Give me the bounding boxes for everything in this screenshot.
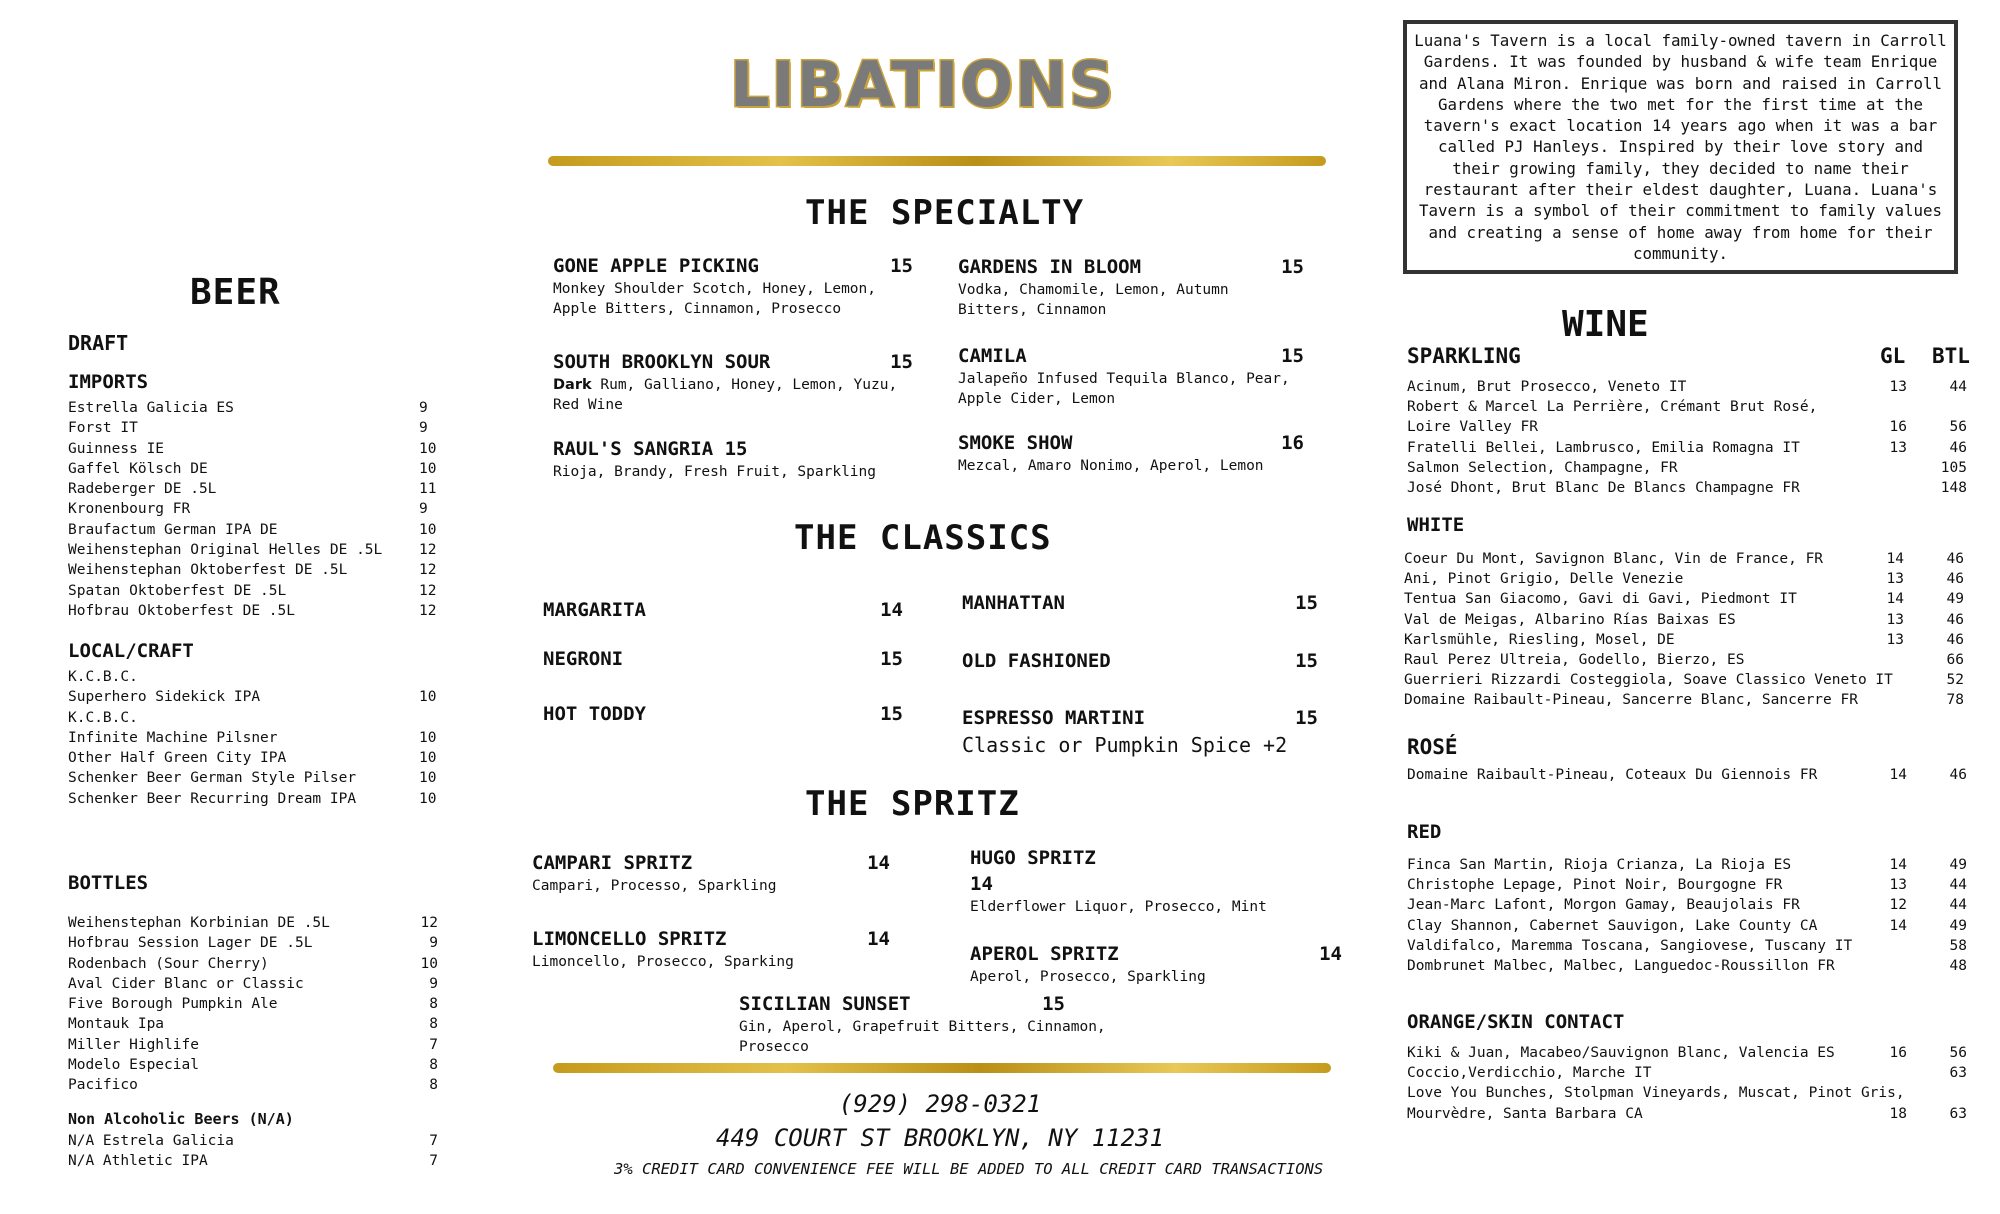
phone-number: (929) 298-0321: [838, 1090, 1042, 1118]
beer-price: 8: [429, 1057, 438, 1074]
drink-desc-bold: Dark: [553, 377, 592, 393]
beer-item: [68, 499, 459, 519]
beer-name: Infinite Machine Pilsner: [68, 729, 278, 746]
wine-name: Christophe Lepage, Pinot Noir, Bourgogne FR: [1407, 877, 1783, 894]
beer-item: [68, 1014, 438, 1034]
wine-bottle-price: 56: [1949, 419, 1967, 436]
beer-item: [68, 728, 459, 748]
beer-item: [68, 439, 459, 459]
wine-name: Fratelli Bellei, Lambrusco, Emilia Romagna IT: [1407, 439, 1800, 456]
wine-name: Guerrieri Rizzardi Costeggiola, Soave Classico Veneto IT: [1404, 672, 1893, 689]
drink-price: 16: [1281, 432, 1304, 454]
drink-price: 14: [880, 599, 903, 621]
wine-item: [1407, 1083, 1967, 1103]
beer-name: Schenker Beer German Style Pilser: [68, 770, 357, 787]
drink-price: 15: [1295, 707, 1318, 729]
beer-name: K.C.B.C.: [68, 709, 138, 726]
bottles-label: BOTTLES: [68, 872, 149, 894]
drink-desc: Aperol, Prosecco, Sparkling: [970, 969, 1206, 985]
drink-desc: Monkey Shoulder Scotch, Honey, Lemon, Apple Bitters, Cinnamon, Prosecco: [553, 281, 877, 317]
wine-name: Clay Shannon, Cabernet Sauvigon, Lake County CA: [1407, 917, 1818, 934]
wine-name: Dombrunet Malbec, Malbec, Languedoc-Roussillon FR: [1407, 958, 1835, 975]
beer-price: 8: [429, 996, 438, 1013]
beer-item: [68, 398, 459, 418]
beer-item: [68, 479, 459, 499]
wine-bottle-price: 46: [1949, 439, 1967, 456]
wine-glass-price: 14: [1889, 917, 1907, 934]
beer-item: [68, 1035, 438, 1055]
beer-price: [419, 708, 459, 728]
drink-price: 15: [1042, 993, 1065, 1015]
wine-bottle-price: 46: [1946, 631, 1964, 648]
wine-bottle-price: 49: [1949, 917, 1967, 934]
beer-name: Hofbrau Oktoberfest DE .5L: [68, 602, 295, 619]
wine-bottle-price: 46: [1949, 767, 1967, 783]
drink-name: MANHATTAN: [962, 592, 1065, 614]
about-box: [1403, 20, 1958, 274]
wine-bottle-price: 49: [1949, 857, 1967, 873]
red-label: RED: [1407, 821, 1442, 843]
wine-bottle-price: [1907, 1083, 1967, 1103]
wine-item: [1404, 690, 1964, 710]
drink-price: 15: [1295, 592, 1318, 614]
wine-glass-price: [1874, 650, 1904, 670]
drink-desc: Rum, Galliano, Honey, Lemon, Yuzu, Red Wine: [553, 377, 898, 413]
beer-name: Estrella Galicia ES: [68, 400, 234, 416]
drink-desc: Vodka, Chamomile, Lemon, Autumn Bitters, Cinnamon: [958, 282, 1229, 318]
wine-glass-price: 13: [1886, 571, 1904, 588]
bottles-list: [68, 913, 438, 1096]
drink-name: GARDENS IN BLOOM: [958, 256, 1142, 278]
beer-price: 10: [419, 729, 437, 746]
wine-item: [1404, 650, 1964, 670]
beer-name: Miller Highlife: [68, 1036, 199, 1053]
beer-item: [68, 789, 459, 809]
beer-item: [68, 974, 438, 994]
gold-divider-top: [548, 156, 1326, 166]
beer-price: 7: [429, 1036, 438, 1053]
beer-item: [68, 418, 459, 438]
wine-item: [1407, 397, 1967, 417]
beer-item: [68, 459, 459, 479]
wine-name: José Dhont, Brut Blanc De Blancs Champagne FR: [1407, 480, 1800, 497]
beer-price: 10: [419, 689, 437, 706]
beer-item: [68, 1151, 438, 1171]
drink-desc: Mezcal, Amaro Nonimo, Aperol, Lemon: [958, 458, 1264, 474]
beer-item: [68, 667, 459, 687]
beer-name: Gaffel Kölsch DE: [68, 460, 208, 477]
wine-name: Robert & Marcel La Perrière, Crémant Brut Rosé,: [1407, 399, 1818, 416]
wine-glass-price: 14: [1886, 551, 1904, 567]
beer-price: 7: [429, 1133, 438, 1149]
drink-smoke-show: [958, 430, 1304, 476]
wine-name: Jean-Marc Lafont, Morgon Gamay, Beaujolais FR: [1407, 897, 1800, 914]
drink-desc: Elderflower Liquor, Prosecco, Mint: [970, 899, 1267, 915]
local-label: LOCAL/CRAFT: [68, 640, 194, 662]
wine-item: [1404, 589, 1964, 609]
wine-name: Love You Bunches, Stolpman Vineyards, Muscat, Pinot Gris,: [1407, 1085, 1905, 1102]
wine-bottle-price: 52: [1946, 672, 1964, 689]
wine-item: [1407, 895, 1967, 915]
beer-item: [68, 768, 459, 788]
beer-price: 8: [429, 1016, 438, 1033]
orange-label: ORANGE/SKIN CONTACT: [1407, 1011, 1625, 1033]
drink-desc: Limoncello, Prosecco, Sparking: [532, 954, 794, 970]
wine-bottle-price: 148: [1940, 480, 1967, 497]
wine-bottle-price: 78: [1946, 692, 1964, 709]
drink-manhattan: [962, 590, 1318, 616]
beer-name: Hofbrau Session Lager DE .5L: [68, 935, 313, 952]
beer-price: 10: [420, 955, 438, 972]
drink-name: OLD FASHIONED: [962, 650, 1111, 672]
wine-name: Coeur Du Mont, Savignon Blanc, Vin de France, FR: [1404, 551, 1824, 567]
beer-name: Weihenstephan Oktoberfest DE .5L: [68, 562, 348, 579]
wine-glass-price: [1877, 956, 1907, 976]
drink-aperol-spritz: [970, 941, 1342, 987]
beer-price: 10: [419, 750, 437, 767]
drink-name: ESPRESSO MARTINI: [962, 707, 1146, 729]
wine-bottle-price: 49: [1946, 591, 1964, 608]
beer-item: [68, 687, 459, 707]
wine-item: [1407, 1063, 1967, 1083]
rose-list: [1407, 765, 1967, 785]
wine-bottle-price: 44: [1949, 877, 1967, 894]
draft-label: DRAFT: [68, 331, 129, 355]
wine-name: Domaine Raibault-Pineau, Sancerre Blanc, Sancerre FR: [1404, 692, 1858, 709]
orange-list: [1407, 1043, 1967, 1124]
wine-name: Coccio,Verdicchio, Marche IT: [1407, 1065, 1652, 1082]
beer-item: [68, 540, 459, 560]
drink-price: 15: [1295, 650, 1318, 672]
beer-price: 12: [419, 542, 437, 559]
drink-price: 14: [867, 928, 890, 950]
local-list: [68, 667, 459, 809]
wine-glass-price: 14: [1889, 857, 1907, 873]
white-list: [1404, 549, 1964, 711]
wine-bottle-price: [1907, 397, 1967, 417]
wine-bottle-price: 58: [1949, 937, 1967, 954]
wine-item: [1407, 1043, 1967, 1063]
beer-price: 12: [419, 562, 437, 579]
beer-name: Montauk Ipa: [68, 1016, 165, 1033]
wine-item: [1407, 936, 1967, 956]
wine-title: WINE: [1562, 304, 1649, 345]
drink-margarita: [543, 597, 903, 623]
beer-name: Weihenstephan Korbinian DE .5L: [68, 915, 330, 931]
beer-price: 7: [429, 1153, 438, 1170]
drink-hugo-spritz: [970, 845, 1310, 917]
sparkling-list: [1407, 377, 1967, 498]
drink-gone-apple-picking: [553, 253, 913, 319]
wine-glass-price: [1877, 936, 1907, 956]
beer-price: 9: [429, 975, 438, 992]
wine-glass-price: [1877, 1083, 1907, 1103]
wine-glass-price: 14: [1889, 767, 1907, 783]
beer-price: 12: [420, 915, 438, 931]
drink-name: CAMILA: [958, 345, 1027, 367]
na-list: [68, 1131, 438, 1172]
wine-name: Loire Valley FR: [1407, 419, 1538, 436]
specialty-title: THE SPECIALTY: [805, 193, 1085, 233]
beer-item: [68, 1055, 438, 1075]
libations-title: LIBATIONS: [730, 48, 1116, 121]
drink-gardens-in-bloom: [958, 254, 1304, 320]
wine-glass-price: [1877, 478, 1907, 498]
beer-price: 9: [419, 400, 428, 416]
beer-item: [68, 581, 459, 601]
beer-name: Braufactum German IPA DE: [68, 521, 278, 538]
wine-name: Finca San Martin, Rioja Crianza, La Rioja ES: [1407, 857, 1792, 873]
beer-item: [68, 601, 459, 621]
wine-item: [1404, 670, 1964, 690]
wine-name: Domaine Raibault-Pineau, Coteaux Du Giennois FR: [1407, 767, 1818, 783]
wine-item: [1407, 1104, 1967, 1124]
wine-item: [1407, 438, 1967, 458]
wine-item: [1407, 377, 1967, 397]
address: 449 COURT ST BROOKLYN, NY 11231: [716, 1124, 1164, 1152]
drink-espresso-martini: [962, 705, 1318, 759]
beer-price: 9: [429, 935, 438, 952]
gold-divider-bottom: [553, 1063, 1331, 1073]
imports-list: [68, 398, 459, 621]
wine-name: Kiki & Juan, Macabeo/Sauvignon Blanc, Valencia ES: [1407, 1045, 1835, 1061]
beer-price: 10: [419, 770, 437, 787]
drink-name: RAUL'S SANGRIA 15: [553, 438, 748, 460]
drink-name: MARGARITA: [543, 599, 646, 621]
drink-desc: Jalapeño Infused Tequila Blanco, Pear, Apple Cider, Lemon: [958, 371, 1290, 407]
drink-name: GONE APPLE PICKING: [553, 255, 759, 277]
beer-price: 12: [419, 602, 437, 619]
wine-glass-price: 18: [1889, 1105, 1907, 1122]
col-gl-label: GL: [1880, 344, 1906, 368]
beer-price: 10: [419, 440, 437, 457]
beer-name: Kronenbourg FR: [68, 501, 191, 518]
wine-name: Val de Meigas, Albarino Rías Baixas ES: [1404, 611, 1736, 628]
drink-price: 15: [1281, 345, 1304, 367]
wine-item: [1407, 417, 1967, 437]
wine-item: [1407, 855, 1967, 875]
beer-name: Five Borough Pumpkin Ale: [68, 996, 278, 1013]
beer-price: 10: [419, 521, 437, 538]
wine-item: [1407, 956, 1967, 976]
beer-name: K.C.B.C.: [68, 669, 138, 685]
wine-name: Raul Perez Ultreia, Godello, Bierzo, ES: [1404, 652, 1745, 669]
wine-item: [1404, 610, 1964, 630]
sparkling-label: SPARKLING: [1407, 344, 1521, 368]
beer-name: Radeberger DE .5L: [68, 481, 217, 498]
wine-bottle-price: 56: [1949, 1045, 1967, 1061]
beer-name: Pacifico: [68, 1077, 138, 1094]
wine-glass-price: [1877, 1063, 1907, 1083]
drink-name: SOUTH BROOKLYN SOUR: [553, 351, 771, 373]
beer-name: Superhero Sidekick IPA: [68, 689, 261, 706]
drink-name: HOT TODDY: [543, 703, 646, 725]
wine-name: Valdifalco, Maremma Toscana, Sangiovese, Tuscany IT: [1407, 937, 1853, 954]
beer-price: 8: [429, 1077, 438, 1094]
drink-desc: Campari, Processo, Sparkling: [532, 878, 777, 894]
beer-name: Schenker Beer Recurring Dream IPA: [68, 790, 357, 807]
wine-glass-price: 13: [1889, 379, 1907, 395]
beer-item: [68, 748, 459, 768]
wine-name: Salmon Selection, Champagne, FR: [1407, 459, 1678, 476]
wine-glass-price: 13: [1889, 877, 1907, 894]
white-label: WHITE: [1407, 514, 1465, 536]
wine-glass-price: [1874, 670, 1904, 690]
drink-price: 14: [970, 873, 993, 895]
beer-price: 10: [419, 460, 437, 477]
beer-item: [68, 708, 459, 728]
beer-price: 9: [419, 501, 428, 518]
drink-price: 15: [1281, 256, 1304, 278]
spritz-title: THE SPRITZ: [805, 784, 1020, 824]
classics-title: THE CLASSICS: [794, 518, 1052, 558]
beer-item: [68, 994, 438, 1014]
drink-rauls-sangria: [553, 436, 913, 482]
wine-bottle-price: 44: [1949, 379, 1967, 395]
wine-name: Tentua San Giacomo, Gavi di Gavi, Piedmont IT: [1404, 591, 1797, 608]
wine-glass-price: 14: [1886, 591, 1904, 608]
wine-glass-price: 16: [1889, 1045, 1907, 1061]
drink-limoncello-spritz: [532, 926, 890, 972]
drink-campari-spritz: [532, 850, 890, 896]
beer-name: Other Half Green City IPA: [68, 750, 287, 767]
drink-negroni: [543, 646, 903, 672]
wine-bottle-price: 66: [1946, 652, 1964, 669]
drink-south-brooklyn-sour: [553, 349, 913, 415]
drink-name: NEGRONI: [543, 648, 624, 670]
beer-name: Modelo Especial: [68, 1057, 199, 1074]
wine-item: [1407, 765, 1967, 785]
wine-bottle-price: 44: [1949, 897, 1967, 914]
beer-item: [68, 913, 438, 933]
wine-bottle-price: 105: [1940, 459, 1967, 476]
rose-label: ROSÉ: [1407, 735, 1458, 759]
wine-name: Karlsmühle, Riesling, Mosel, DE: [1404, 631, 1675, 648]
wine-glass-price: 16: [1889, 419, 1907, 436]
beer-name: N/A Estrela Galicia: [68, 1133, 234, 1149]
beer-price: 10: [419, 790, 437, 807]
drink-price: 15: [880, 648, 903, 670]
beer-name: Guinness IE: [68, 440, 165, 457]
beer-item: [68, 560, 459, 580]
wine-item: [1404, 549, 1964, 569]
beer-name: N/A Athletic IPA: [68, 1153, 208, 1170]
wine-item: [1404, 569, 1964, 589]
wine-item: [1407, 875, 1967, 895]
beer-name: Aval Cider Blanc or Classic: [68, 975, 304, 992]
beer-item: [68, 1131, 438, 1151]
drink-desc: Rioja, Brandy, Fresh Fruit, Sparkling: [553, 464, 877, 480]
wine-bottle-price: 46: [1946, 611, 1964, 628]
credit-card-fee-note: 3% CREDIT CARD CONVENIENCE FEE WILL BE ADDED TO ALL CREDIT CARD TRANSACTIONS: [614, 1160, 1324, 1178]
na-label: Non Alcoholic Beers (N/A): [68, 1110, 294, 1128]
drink-name: SMOKE SHOW: [958, 432, 1073, 454]
drink-price: 14: [867, 852, 890, 874]
beer-name: Spatan Oktoberfest DE .5L: [68, 582, 287, 599]
drink-hot-toddy: [543, 701, 903, 727]
wine-item: [1407, 478, 1967, 498]
wine-glass-price: [1874, 690, 1904, 710]
wine-glass-price: 12: [1889, 897, 1907, 914]
beer-item: [68, 1075, 438, 1095]
wine-glass-price: 13: [1886, 631, 1904, 648]
wine-glass-price: [1877, 458, 1907, 478]
red-list: [1407, 855, 1967, 976]
drink-desc: Gin, Aperol, Grapefruit Bitters, Cinnamon, Prosecco: [739, 1019, 1106, 1055]
drink-name: SICILIAN SUNSET: [739, 993, 911, 1015]
drink-sicilian-sunset: [739, 991, 1111, 1057]
wine-item: [1407, 458, 1967, 478]
beer-name: Forst IT: [68, 420, 138, 437]
wine-name: Ani, Pinot Grigio, Delle Venezie: [1404, 571, 1684, 588]
drink-name: APEROL SPRITZ: [970, 943, 1119, 965]
drink-old-fashioned: [962, 648, 1318, 674]
drink-price: 14: [1319, 943, 1342, 965]
drink-price: 15: [890, 255, 913, 277]
wine-item: [1407, 916, 1967, 936]
wine-bottle-price: 48: [1949, 958, 1967, 975]
wine-bottle-price: 46: [1946, 571, 1964, 588]
col-btl-label: BTL: [1932, 344, 1970, 368]
beer-item: [68, 933, 438, 953]
wine-bottle-price: 46: [1946, 551, 1964, 567]
beer-price: 9: [419, 420, 428, 437]
drink-camila: [958, 343, 1304, 409]
beer-name: Rodenbach (Sour Cherry): [68, 955, 269, 972]
wine-glass-price: 13: [1889, 439, 1907, 456]
drink-name: CAMPARI SPRITZ: [532, 852, 693, 874]
beer-price: 11: [419, 481, 437, 498]
wine-bottle-price: 63: [1949, 1105, 1967, 1122]
beer-title: BEER: [190, 272, 281, 313]
wine-name: Acinum, Brut Prosecco, Veneto IT: [1407, 379, 1687, 395]
wine-bottle-price: 63: [1949, 1065, 1967, 1082]
wine-item: [1404, 630, 1964, 650]
drink-note: Classic or Pumpkin Spice +2: [962, 733, 1288, 757]
beer-name: Weihenstephan Original Helles DE .5L: [68, 542, 383, 559]
wine-glass-price: [1877, 397, 1907, 417]
beer-item: [68, 954, 438, 974]
drink-name: LIMONCELLO SPRITZ: [532, 928, 727, 950]
drink-price: 15: [890, 351, 913, 373]
beer-price: 12: [419, 582, 437, 599]
wine-glass-price: 13: [1886, 611, 1904, 628]
wine-name: Mourvèdre, Santa Barbara CA: [1407, 1105, 1643, 1122]
drink-price: 15: [880, 703, 903, 725]
beer-item: [68, 520, 459, 540]
drink-name: HUGO SPRITZ: [970, 847, 1096, 869]
beer-price: [419, 667, 459, 687]
about-text: Luana's Tavern is a local family-owned tavern in Carroll Gardens. It was founded by husband & wife team Enrique and Alana Miron. Enrique was born and raised in Carroll Gardens where the two met for the first time at the tavern's exact location 14 years ago when it was a bar called PJ Hanleys. Inspired by their love story and their growing family, they decided to name their restaurant after their eldest daughter, Luana. Luana's Tavern is a symbol of their commitment to family values and creating a sense of home away from home for their community.: [1414, 31, 1947, 263]
imports-label: IMPORTS: [68, 371, 149, 393]
